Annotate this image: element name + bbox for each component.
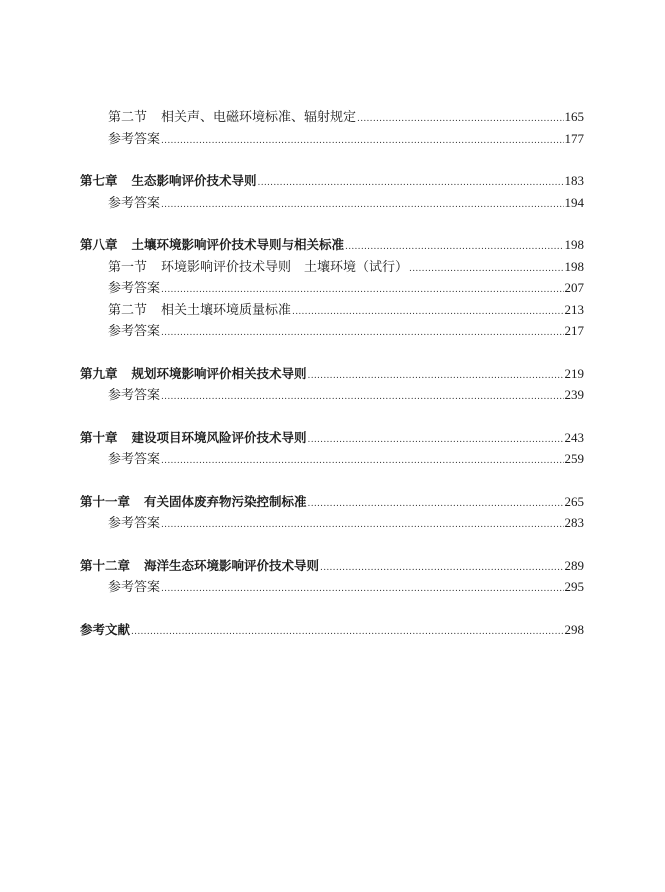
leader-dots	[357, 109, 563, 131]
page-number: 265	[564, 493, 584, 509]
page-number: 177	[564, 130, 584, 146]
page-number: 289	[564, 557, 584, 573]
chapter-title: 海洋生态环境影响评价技术导则	[144, 557, 320, 573]
chapter-number: 第七章	[80, 173, 118, 188]
toc-entry-answers[interactable]	[80, 512, 584, 534]
answers-title: 参考答案	[108, 452, 161, 467]
leader-dots	[345, 237, 563, 259]
leader-dots	[161, 131, 563, 153]
toc-entry-chapter[interactable]	[80, 427, 584, 449]
page-number: 194	[564, 194, 584, 210]
section-number: 第二节	[108, 302, 148, 318]
section-number: 第二节	[108, 110, 148, 125]
leader-dots	[161, 195, 563, 217]
section-number: 第一节	[108, 259, 148, 275]
toc-entry-section[interactable]	[80, 256, 584, 278]
page-number: 213	[564, 301, 584, 317]
page-number: 219	[564, 365, 584, 381]
page-number: 283	[564, 515, 584, 530]
answers-title: 参考答案	[108, 131, 161, 147]
leader-dots	[308, 430, 564, 452]
toc-entry-references[interactable]	[80, 619, 584, 641]
answers-title: 参考答案	[108, 388, 161, 403]
toc-entry-chapter[interactable]	[80, 234, 584, 256]
toc-entry-answers[interactable]	[80, 277, 584, 299]
page-number: 217	[564, 323, 584, 338]
toc-entry-chapter[interactable]	[80, 555, 584, 577]
section-title: 相关土壤环境质量标准	[161, 302, 292, 318]
chapter-number: 第十二章	[80, 557, 131, 573]
references-title: 参考文献	[80, 621, 131, 637]
toc-entry-answers[interactable]	[80, 384, 584, 406]
chapter-title: 生态影响评价技术导则	[131, 173, 257, 188]
toc-entry-answers[interactable]	[80, 320, 584, 342]
page-number: 298	[564, 621, 584, 637]
section-title: 相关声、电磁环境标准、辐射规定	[161, 110, 357, 125]
chapter-title: 建设项目环境风险评价技术导则	[131, 429, 307, 445]
toc-entry-section[interactable]	[80, 299, 584, 321]
leader-dots	[409, 259, 563, 281]
leader-dots	[161, 579, 563, 601]
toc-entry-answers[interactable]	[80, 192, 584, 214]
answers-title: 参考答案	[108, 580, 161, 595]
section-title: 环境影响评价技术导则 土壤环境（试行）	[161, 259, 409, 275]
page-number: 259	[564, 451, 584, 466]
toc-entry-chapter[interactable]	[80, 491, 584, 513]
leader-dots	[161, 387, 563, 409]
chapter-number: 第十章	[80, 429, 118, 445]
answers-title: 参考答案	[108, 195, 161, 211]
chapter-number: 第八章	[80, 237, 118, 252]
toc-entry-chapter[interactable]	[80, 363, 584, 385]
leader-dots	[320, 558, 563, 580]
toc-entry-answers[interactable]	[80, 128, 584, 150]
page-number: 198	[564, 237, 584, 252]
leader-dots	[308, 366, 564, 388]
answers-title: 参考答案	[108, 281, 161, 296]
toc-entry-answers[interactable]	[80, 576, 584, 598]
page-number: 183	[564, 173, 584, 188]
leader-dots	[258, 173, 564, 195]
page-number: 243	[564, 429, 584, 445]
toc-entry-answers[interactable]	[80, 448, 584, 470]
table-of-contents	[80, 106, 584, 640]
leader-dots	[161, 280, 563, 302]
page-number: 207	[564, 280, 584, 295]
chapter-title: 土壤环境影响评价技术导则与相关标准	[131, 237, 345, 252]
answers-title: 参考答案	[108, 516, 161, 531]
page-number: 239	[564, 387, 584, 402]
page-number: 295	[564, 579, 584, 594]
leader-dots	[161, 323, 563, 345]
toc-entry-section[interactable]	[80, 106, 584, 128]
answers-title: 参考答案	[108, 324, 161, 339]
leader-dots	[131, 622, 563, 644]
leader-dots	[161, 451, 563, 473]
page-number: 165	[564, 109, 584, 124]
toc-entry-chapter[interactable]	[80, 170, 584, 192]
chapter-number: 第九章	[80, 365, 118, 381]
leader-dots	[161, 515, 563, 537]
leader-dots	[308, 494, 564, 516]
leader-dots	[292, 302, 563, 324]
chapter-title: 有关固体废弃物污染控制标准	[144, 493, 307, 509]
chapter-number: 第十一章	[80, 493, 131, 509]
page-number: 198	[564, 258, 584, 274]
chapter-title: 规划环境影响评价相关技术导则	[131, 365, 307, 381]
